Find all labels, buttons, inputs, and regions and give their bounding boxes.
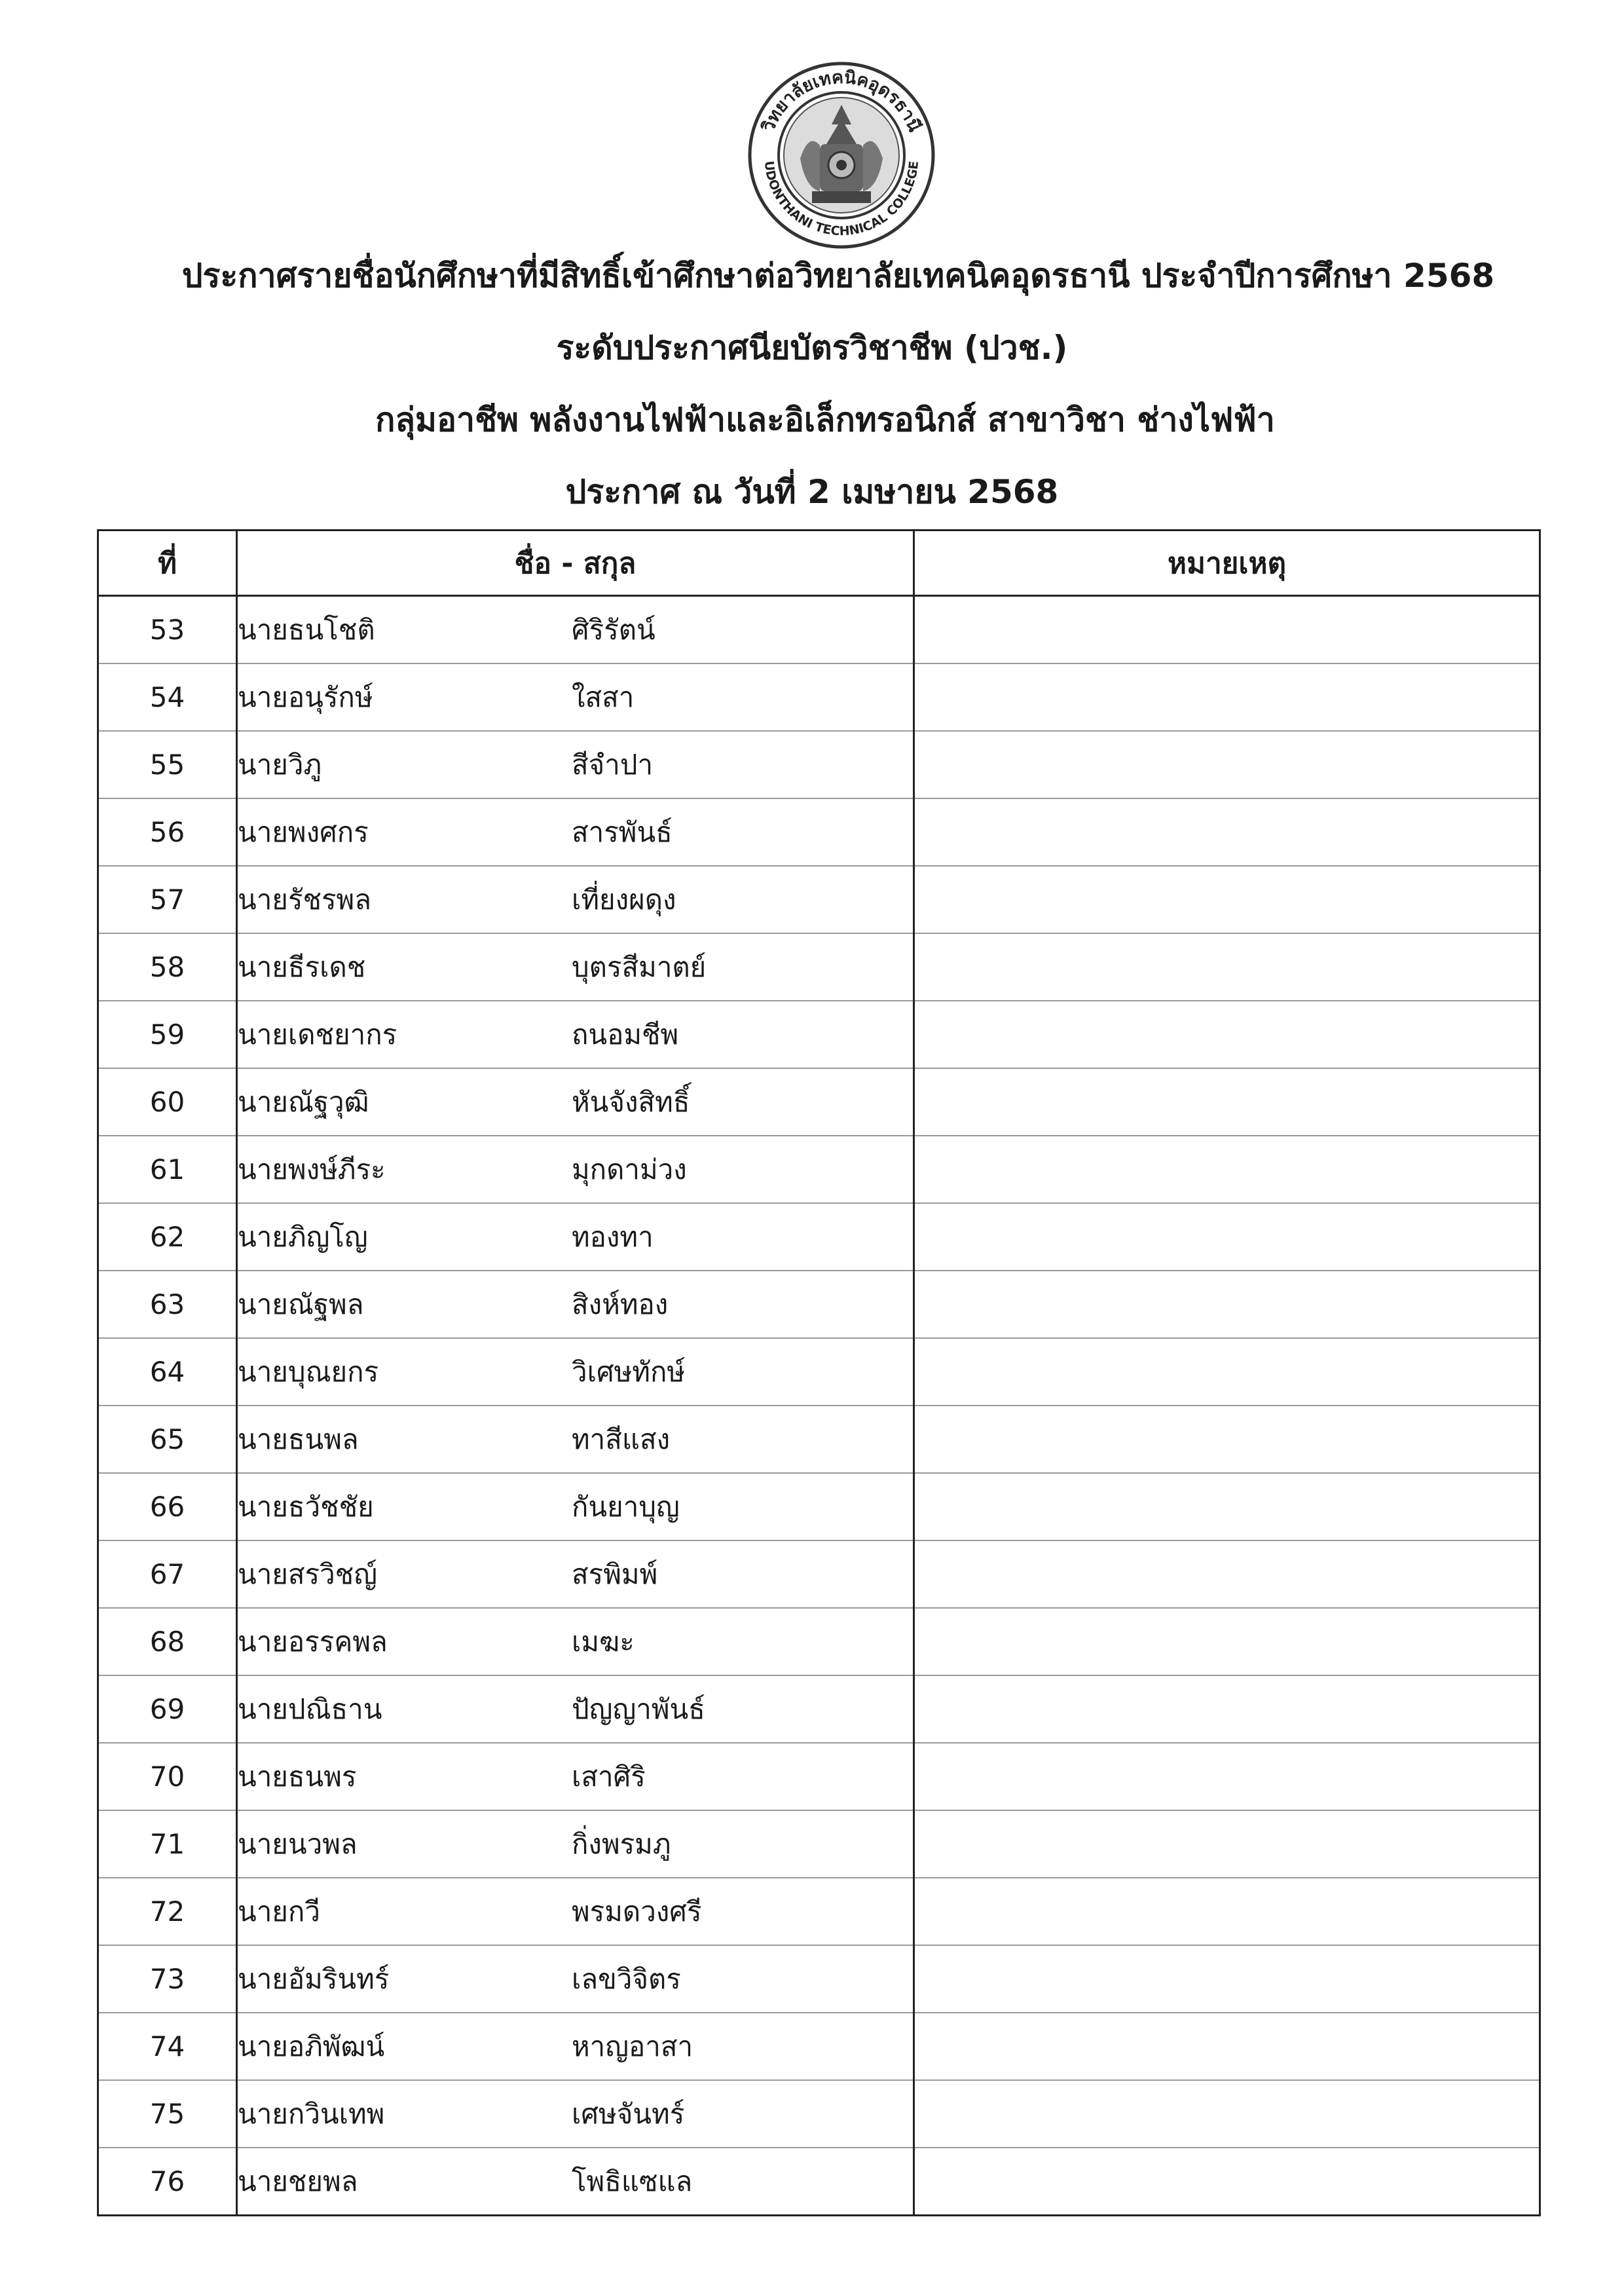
table-row (98, 1001, 1540, 1068)
table-row (98, 2080, 1540, 2148)
student-name (237, 1001, 914, 1068)
student-name (237, 1203, 914, 1271)
student-first-name: นายณัฐพล (238, 1288, 364, 1320)
student-name (237, 1068, 914, 1136)
student-last-name: โพธิแซแล (572, 2165, 693, 2197)
table-row (98, 1945, 1540, 2013)
student-first-name: นายธนพล (238, 1423, 359, 1455)
student-list-table (97, 529, 1541, 2216)
student-name (237, 2080, 914, 2148)
row-number: 65 (98, 1406, 237, 1473)
row-number: 68 (98, 1608, 237, 1675)
table-row (98, 1136, 1540, 1203)
student-first-name: นายกวินเทพ (238, 2097, 385, 2130)
table-row (98, 1608, 1540, 1675)
student-last-name: เสาศิริ (572, 1760, 646, 1793)
table-row (98, 2013, 1540, 2080)
student-last-name: ทาสีแสง (572, 1423, 671, 1455)
row-remark (914, 798, 1540, 866)
row-number: 54 (98, 663, 237, 731)
occupation-group-major: กลุ่มอาชีพ พลังงานไฟฟ้าและอิเล็กทรอนิกส์ สาขาวิชา ช่างไฟฟ้า (375, 401, 1275, 439)
student-first-name: นายปณิธาน (238, 1692, 382, 1725)
column-header-remark: หมายเหตุ (914, 531, 1540, 596)
student-first-name: นายธวัชชัย (238, 1490, 374, 1523)
row-remark (914, 933, 1540, 1001)
student-last-name: เมฆะ (572, 1625, 635, 1658)
student-name (237, 1743, 914, 1810)
student-first-name: นายธีรเดช (238, 950, 366, 983)
student-last-name: เศษจันทร์ (572, 2097, 685, 2130)
student-last-name: หันจังสิทธิ์ (572, 1085, 690, 1118)
student-name (237, 1473, 914, 1540)
student-name (237, 1271, 914, 1338)
row-remark (914, 731, 1540, 798)
row-number: 61 (98, 1136, 237, 1203)
row-remark (914, 1540, 1540, 1608)
row-number: 71 (98, 1810, 237, 1878)
table-row (98, 1203, 1540, 1271)
student-last-name: วิเศษทักษ์ (572, 1355, 686, 1388)
student-first-name: นายกวี (238, 1895, 320, 1928)
student-name (237, 731, 914, 798)
table-row (98, 663, 1540, 731)
student-first-name: นายอนุรักษ์ (238, 680, 373, 713)
row-remark (914, 2148, 1540, 2216)
student-last-name: สรพิมพ์ (572, 1557, 658, 1590)
table-row (98, 731, 1540, 798)
student-last-name: เลขวิจิตร (572, 1962, 681, 1995)
student-name (237, 1945, 914, 2013)
row-number: 74 (98, 2013, 237, 2080)
row-remark (914, 1878, 1540, 1945)
row-number: 75 (98, 2080, 237, 2148)
student-first-name: นายนวพล (238, 1827, 358, 1860)
student-last-name: ปัญญาพันธ์ (572, 1692, 705, 1725)
student-first-name: นายเดชยากร (238, 1018, 397, 1051)
column-header-name: ชื่อ - สกุล (237, 531, 914, 596)
student-last-name: สีจำปา (572, 748, 654, 781)
row-number: 64 (98, 1338, 237, 1406)
student-first-name: นายอภิพัฒน์ (238, 2030, 385, 2062)
row-number: 63 (98, 1271, 237, 1338)
row-remark (914, 1406, 1540, 1473)
student-name (237, 596, 914, 664)
student-name (237, 663, 914, 731)
row-number: 66 (98, 1473, 237, 1540)
table-row (98, 1675, 1540, 1743)
table-row (98, 1406, 1540, 1473)
table-row (98, 1878, 1540, 1945)
student-first-name: นายบุณยกร (238, 1355, 379, 1388)
student-last-name: บุตรสีมาตย์ (572, 950, 707, 983)
table-row (98, 1540, 1540, 1608)
student-name (237, 1338, 914, 1406)
row-number: 69 (98, 1675, 237, 1743)
student-first-name: นายอัมรินทร์ (238, 1962, 390, 1995)
row-remark (914, 866, 1540, 933)
student-last-name: หาญอาสา (572, 2030, 693, 2062)
row-number: 72 (98, 1878, 237, 1945)
row-remark (914, 1945, 1540, 2013)
table-row (98, 596, 1540, 664)
table-row (98, 2148, 1540, 2216)
student-first-name: นายสรวิชญ์ (238, 1557, 377, 1590)
seal-english-text: UDONTHANI TECHNICAL COLLEGE (761, 160, 922, 239)
student-first-name: นายชยพล (238, 2165, 358, 2197)
row-number: 60 (98, 1068, 237, 1136)
student-name (237, 1878, 914, 1945)
row-remark (914, 2080, 1540, 2148)
student-first-name: นายธนพร (238, 1760, 357, 1793)
row-number: 58 (98, 933, 237, 1001)
college-seal-logo (747, 60, 936, 250)
student-first-name: นายอรรคพล (238, 1625, 388, 1658)
table-row (98, 1338, 1540, 1406)
row-remark (914, 1810, 1540, 1878)
student-name (237, 1675, 914, 1743)
row-remark (914, 1001, 1540, 1068)
row-remark (914, 1473, 1540, 1540)
row-remark (914, 1271, 1540, 1338)
row-remark (914, 2013, 1540, 2080)
student-name (237, 933, 914, 1001)
seal-thai-text: วิทยาลัยเทคนิคอุดรธานี (758, 67, 925, 135)
student-name (237, 866, 914, 933)
row-number: 70 (98, 1743, 237, 1810)
student-first-name: นายธนโชติ (238, 613, 375, 646)
student-name (237, 1406, 914, 1473)
row-remark (914, 1203, 1540, 1271)
student-first-name: นายวิภู (238, 748, 322, 781)
student-name (237, 1608, 914, 1675)
row-remark (914, 1068, 1540, 1136)
student-name (237, 1810, 914, 1878)
student-first-name: นายพงษ์ภีระ (238, 1153, 386, 1185)
announcement-title: ประกาศรายชื่อนักศึกษาที่มีสิทธิ์เข้าศึกษาต่อวิทยาลัยเทคนิคอุดรธานี ประจำปีการศึกษา 2568 (181, 257, 1495, 295)
student-last-name: ใสสา (572, 680, 635, 713)
row-remark (914, 1743, 1540, 1810)
table-row (98, 1271, 1540, 1338)
student-name (237, 798, 914, 866)
table-row (98, 798, 1540, 866)
student-last-name: ศิริรัตน์ (572, 613, 655, 646)
table-row (98, 1473, 1540, 1540)
row-number: 76 (98, 2148, 237, 2216)
student-first-name: นายภิญโญ (238, 1220, 368, 1253)
student-first-name: นายณัฐวุฒิ (238, 1085, 369, 1118)
row-number: 62 (98, 1203, 237, 1271)
student-name (237, 2013, 914, 2080)
row-number: 57 (98, 866, 237, 933)
table-row (98, 1068, 1540, 1136)
student-first-name: นายพงศกร (238, 815, 369, 848)
announcement-date: ประกาศ ณ วันที่ 2 เมษายน 2568 (565, 473, 1059, 511)
table-row (98, 933, 1540, 1001)
column-header-number: ที่ (98, 531, 237, 596)
student-name (237, 1136, 914, 1203)
certificate-level: ระดับประกาศนียบัตรวิชาชีพ (ปวช.) (556, 329, 1068, 367)
row-remark (914, 1675, 1540, 1743)
student-last-name: กันยาบุญ (572, 1490, 680, 1523)
table-row (98, 1810, 1540, 1878)
table-header-row (98, 531, 1540, 596)
table-row (98, 866, 1540, 933)
row-number: 67 (98, 1540, 237, 1608)
row-remark (914, 1136, 1540, 1203)
student-name (237, 1540, 914, 1608)
student-last-name: ทองทา (572, 1220, 654, 1253)
row-remark (914, 663, 1540, 731)
row-number: 53 (98, 596, 237, 664)
row-remark (914, 1608, 1540, 1675)
row-number: 55 (98, 731, 237, 798)
student-last-name: ถนอมชีพ (572, 1018, 679, 1051)
student-last-name: สารพันธ์ (572, 815, 673, 848)
table-body (98, 596, 1540, 2216)
student-first-name: นายรัชรพล (238, 883, 371, 916)
row-remark (914, 1338, 1540, 1406)
student-last-name: เที่ยงผดุง (572, 883, 676, 916)
row-number: 56 (98, 798, 237, 866)
student-last-name: มุกดาม่วง (572, 1153, 687, 1185)
student-last-name: พรมดวงศรี (572, 1895, 702, 1928)
row-number: 73 (98, 1945, 237, 2013)
row-remark (914, 596, 1540, 664)
student-last-name: กิ่งพรมภู (572, 1827, 671, 1860)
table-row (98, 1743, 1540, 1810)
row-number: 59 (98, 1001, 237, 1068)
student-name (237, 2148, 914, 2216)
student-last-name: สิงห์ทอง (572, 1288, 669, 1320)
